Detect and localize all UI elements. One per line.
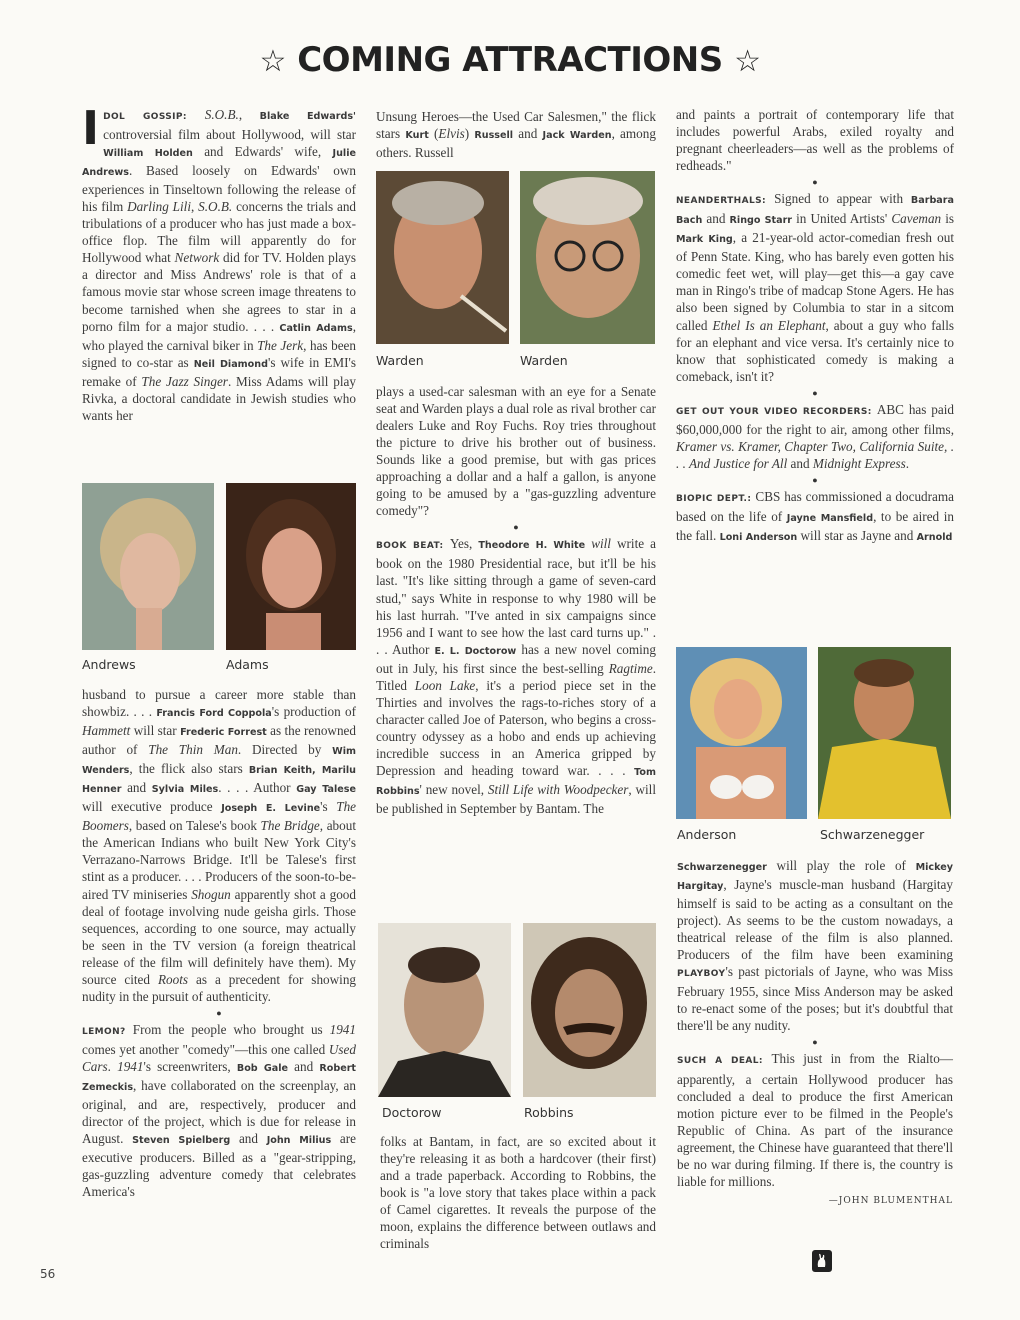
text-run: Loon Lake	[414, 677, 476, 693]
text-run: PLAYBOY	[677, 969, 726, 980]
text-run: and paints a portrait of contemporary life that includes powerful Arabs, exiled royalty and pregnant cheerleaders—as well as the problems of redheads."	[676, 107, 954, 174]
text-run: Jayne Mansfield	[786, 512, 874, 524]
robbins-caption: Robbins	[524, 1105, 574, 1120]
text-run: are executive producers. Billed as a "gear-stripping, gas-guzzling adventure comedy that celebrates America's	[82, 1131, 356, 1200]
text-run: Mickey Hargitay	[677, 862, 953, 893]
text-run: 's past pictorials of Jayne, who was Miss February 1955, since Miss Anderson may be asked to re-enact some of the poses; but it's doubtful that there'll be any nudity.	[677, 964, 953, 1034]
section-divider: ●	[812, 387, 818, 398]
section-title: COMING ATTRACTIONS	[297, 40, 723, 80]
warden-caption-1: Warden	[376, 353, 424, 368]
section-divider: ●	[812, 177, 818, 188]
biopic-continued	[677, 857, 953, 1034]
column-2-middle	[376, 383, 656, 817]
text-run: Used Cars	[82, 1041, 356, 1074]
text-run: 's production of	[271, 704, 356, 720]
andrews-photo	[82, 483, 214, 650]
text-run: From the people who brought us	[132, 1021, 330, 1037]
text-run: and	[513, 126, 543, 142]
idol-gossip-paragraph	[82, 101, 357, 424]
text-run: CBS has commissioned a docudrama based on the life of	[676, 488, 955, 524]
text-run: will star as Jayne and	[797, 527, 917, 543]
text-run: is	[941, 211, 955, 227]
text-run: will	[591, 536, 611, 552]
text-run: .	[107, 1058, 118, 1074]
text-run: 1941	[117, 1058, 144, 1074]
page-number: 56	[40, 1267, 56, 1281]
text-run: William Holden	[103, 148, 193, 160]
text-run: Barbara Bach	[676, 195, 954, 227]
star-icon: ☆	[259, 44, 286, 79]
text-run: will star	[130, 723, 181, 739]
section-divider: ●	[812, 474, 818, 485]
text-run: The Jazz Singer	[141, 373, 228, 389]
text-run: husband to pursue a career more stable than showbiz. . . .	[82, 687, 356, 720]
section-divider: ●	[812, 1037, 818, 1048]
adams-caption: Adams	[226, 657, 269, 672]
text-run: 's screenwriters,	[143, 1058, 237, 1074]
text-run: Hammett	[82, 723, 131, 739]
text-run: Kurt	[405, 130, 429, 142]
warden-photo-1	[376, 171, 509, 344]
text-run: , a 21-year-old actor-comedian fresh out of Penn State. King, who has barely even gotten his comedic feet wet, will play—get this—a gay cave man in Ringo's tribe of madcap Stone Agers. He has also been signed by Columbia to star in a sitcom called	[676, 230, 954, 333]
text-run: Jack Warden	[542, 130, 612, 142]
text-run: , who played the carnival biker in	[82, 318, 356, 353]
text-run: and	[702, 211, 730, 227]
text-run: . Directed by	[237, 742, 333, 758]
section-divider: ●	[216, 1007, 222, 1018]
text-run: Julie Andrews	[82, 148, 356, 179]
text-run: Network	[174, 250, 220, 266]
text-run: Robert Zemeckis	[82, 1062, 357, 1093]
such-a-deal-paragraph	[677, 1050, 953, 1189]
text-run: )	[464, 126, 475, 142]
text-run: , to be aired in the fall.	[676, 508, 954, 543]
column-1-top	[82, 101, 357, 424]
text-run: Roots	[157, 971, 189, 987]
text-run: , it's a period piece set in the Thirties and involves the rags-to-riches story of a character called Joe of Paterson, who begins a cross-country odyssey as a hobo and ends up achieving incredible success in an America gripped by Depression and heading toward war. . . .	[376, 677, 657, 778]
column-3-bottom	[677, 857, 953, 1210]
text-run: and Edwards' wife,	[192, 144, 333, 160]
text-run: Russell	[474, 130, 514, 142]
text-run: plays a used-car salesman with an eye for a Senate seat and Warden plays a dual role as rival brother car dealers Luke and Roy Fuchs. Roy tries throughout the picture to drive his brother out of business. Sounds like a good premise, but with gas prices approaching a dollar and a half a gallon, is anyone going to be amused by a "gas-guzzling adventure comedy"?	[376, 384, 656, 519]
text-run: DOL GOSSIP:	[103, 112, 205, 122]
text-run: Gay Talese	[296, 784, 356, 796]
star-icon: ☆	[734, 44, 761, 79]
text-run: Tom Robbins	[376, 766, 656, 798]
text-run: S.O.B.	[198, 199, 233, 215]
text-run: This just in from the Rialto—apparently, a certain Hollywood producer has concluded a deal to produce the first American motion picture ever to be filmed in the People's Republic of China. As part of the insurance agreement, the Chinese have guaranteed that there'll be no war during filming. If there is, the country is liable for millions.	[677, 1051, 953, 1189]
book-beat-continued	[380, 1133, 656, 1252]
column-1-bottom	[82, 686, 356, 1200]
text-run: (	[428, 126, 439, 142]
neanderthals-paragraph	[676, 190, 954, 385]
text-run: Steven Spielberg	[132, 1135, 231, 1147]
text-run: has a new novel coming out in July, his first since the best-selling	[376, 641, 656, 676]
author-signature: —JOHN BLUMENTHAL	[828, 1195, 953, 1206]
text-run: .	[905, 455, 910, 471]
text-run: Kramer vs. Kramer, Chapter Two, California Suite, . . . And Justice for All	[676, 438, 954, 471]
text-run: The Boomers	[82, 799, 357, 834]
drop-cap: I	[82, 101, 100, 155]
text-run: ABC has paid $60,000,000 for the right to air, among other films,	[676, 401, 954, 437]
lemon-continued	[376, 108, 656, 161]
video-recorders-paragraph	[676, 401, 954, 472]
text-run: Theodore H. White	[478, 540, 586, 552]
doctorow-caption: Doctorow	[382, 1105, 442, 1120]
text-run: Still Life with Woodpecker	[487, 782, 629, 798]
warden-photo-2	[520, 171, 655, 344]
text-run: Shogun	[191, 886, 231, 902]
text-run: will play the role of	[766, 858, 916, 873]
idol-gossip-continued	[82, 686, 356, 1005]
text-run: S.O.B.	[204, 107, 239, 122]
text-run: Catlin Adams	[279, 322, 353, 334]
text-run: Arnold	[916, 531, 953, 543]
adams-photo	[226, 483, 356, 650]
text-run: will executive produce	[82, 799, 222, 815]
lemon-continued-2	[376, 383, 656, 519]
text-run: 's wife in EMI's remake of	[82, 354, 356, 389]
text-run: 1941	[329, 1021, 356, 1037]
text-run: LEMON?	[82, 1026, 133, 1037]
text-run: ,	[191, 199, 199, 215]
text-run: The Thin Man	[148, 742, 238, 758]
schwarzenegger-photo	[818, 647, 951, 819]
column-3-top	[676, 106, 954, 546]
text-run: Ragtime	[608, 660, 653, 676]
text-run: John Milius	[266, 1135, 332, 1147]
text-run: BIOPIC DEPT.:	[676, 493, 756, 504]
text-run: concerns the trials and tribulations of a producer who has just made a box-office flop. The film will apparently do for Hollywood what	[82, 199, 357, 266]
text-run: Frederic Forrest	[180, 727, 267, 739]
text-run: Yes,	[449, 536, 479, 552]
column-2-bottom	[380, 1133, 656, 1252]
book-beat-paragraph	[376, 535, 656, 817]
text-run: Signed to appear with	[774, 191, 911, 207]
text-run: SUCH A DEAL:	[677, 1056, 772, 1067]
text-run: GET OUT YOUR VIDEO RECORDERS:	[676, 406, 877, 417]
text-run: The Jerk	[257, 337, 304, 353]
robbins-photo	[523, 923, 656, 1097]
text-run: Midnight Express	[812, 455, 906, 471]
text-run: , have collaborated on the screenplay, an original, and are, respectively, producer and director of the project, which is due for release in August.	[82, 1077, 356, 1147]
text-run: NEANDERTHALS:	[676, 196, 775, 207]
text-run: as a precedent for showing nudity in the pursuit of authenticity.	[82, 971, 357, 1004]
text-run: in United Artists'	[792, 211, 892, 227]
warden-caption-2: Warden	[520, 353, 568, 368]
anderson-caption: Anderson	[677, 827, 737, 842]
text-run: E. L. Doctorow	[434, 645, 517, 657]
text-run: Schwarzenegger	[677, 862, 767, 873]
anderson-photo	[676, 647, 807, 819]
schwarzenegger-caption: Schwarzenegger	[820, 827, 925, 842]
text-run: apparently shot a good deal of footage involving nude geisha girls. Those sequences, according to one source, may actually be seen in the TV version (a foreign theatrical release of the film will definitely have them). My source cited	[82, 886, 356, 987]
text-run: Caveman	[891, 211, 942, 227]
playboy-bunny-icon	[812, 1250, 832, 1272]
text-run: Brian Keith, Marilu Henner	[82, 765, 356, 796]
text-run: Francis Ford Coppola	[156, 708, 272, 720]
section-divider: ●	[513, 522, 519, 533]
text-run: comes yet another "comedy"—this one called	[82, 1041, 329, 1057]
book-beat-end	[676, 106, 954, 174]
text-run: Joseph E. Levine	[221, 803, 321, 815]
text-run: ,	[238, 107, 260, 122]
text-run: . Titled	[376, 660, 656, 693]
lemon-paragraph	[82, 1021, 356, 1200]
text-run: , among others. Russell	[376, 126, 656, 161]
text-run: , based on Talese's book	[128, 818, 261, 834]
text-run: Wim Wenders	[82, 746, 356, 777]
text-run: Sylvia Miles	[151, 784, 219, 796]
text-run: Ringo Starr	[729, 215, 793, 227]
text-run: Darling Lili	[127, 199, 191, 215]
text-run: Neil Diamond	[193, 358, 268, 370]
text-run: 's	[320, 799, 337, 815]
text-run: folks at Bantam, in fact, are so excited about it they're releasing it as both a hardcover (their first) and a trade paperback. According to Robbins, the book is "a love story that takes place within a pack of Camel cigarettes. It reveals the purpose of the moon, explains the difference between outlaws and criminals	[380, 1134, 656, 1252]
doctorow-photo	[378, 923, 511, 1097]
text-run: Loni Anderson	[719, 531, 798, 543]
text-run: Ethel Is an Elephant	[712, 317, 826, 333]
text-run: Unsung Heroes—the Used Car Salesmen," the flick stars	[376, 109, 656, 142]
column-2-top	[376, 108, 656, 161]
text-run: and	[787, 455, 813, 471]
text-run: Bob Gale	[236, 1062, 288, 1074]
text-run: , has been signed to co-star as	[82, 337, 356, 370]
text-run: , about the American Indians who built New York City's Verrazano-Narrows Bridge. It'll be Talese's first stint as a producer. . . . Producers of the soon-to-be-aired TV miniseries	[82, 818, 356, 902]
text-run: did for TV. Holden plays a director and Miss Andrews' role is that of a famous movie star whose screen image threatens to become tarnished when she agrees to star in a porno film for a major studio. . . .	[82, 250, 356, 334]
text-run: as the renowned author of	[82, 723, 356, 758]
text-run: BOOK BEAT:	[376, 541, 450, 552]
text-run: controversial film about Hollywood, will star	[103, 127, 356, 143]
text-run: and	[288, 1058, 320, 1074]
text-run: Elvis	[438, 126, 465, 142]
text-run: , will be published in September by Bantam. The	[376, 782, 657, 817]
byline	[677, 1190, 953, 1210]
andrews-caption: Andrews	[82, 657, 136, 672]
text-run: Blake Edwards'	[259, 111, 356, 122]
text-run: . Miss Adams will play Rivka, a doctoral candidate in Jewish studies who wants her	[82, 373, 356, 423]
text-run: Mark King	[676, 234, 733, 246]
text-run: , Jayne's muscle-man husband (Hargitay himself is said to be acting as a consultant on the project). As seems to be the custom nowadays, a theatrical release of the film is also planned. Producers of the film have been examining	[677, 877, 953, 963]
text-run: write a book on the 1980 Presidential race, but it'll be his last. "It's like sitting through a game of seven-card stud," says White in response to why 1980 will be his last hurrah. "I've anted in six campaigns since 1956 and I want to see how the last card turns up." . . . Author	[376, 536, 657, 657]
text-run: . . . . Author	[218, 780, 297, 796]
text-run: ' new novel,	[419, 782, 488, 798]
text-run: and	[230, 1131, 267, 1147]
text-run: and	[121, 780, 152, 796]
section-header	[0, 40, 1020, 80]
biopic-paragraph	[676, 488, 954, 546]
text-run: . Based loosely on Edwards' own experiences in Tinseltown following the release of his film	[82, 163, 356, 215]
text-run: The Bridge	[260, 818, 320, 834]
text-run: , the flick also stars	[129, 761, 249, 777]
text-run: , about a guy who falls for an elephant and vice versa. It's certainly nice to know that sophisticated comedy is making a comeback, isn't it?	[676, 317, 954, 384]
